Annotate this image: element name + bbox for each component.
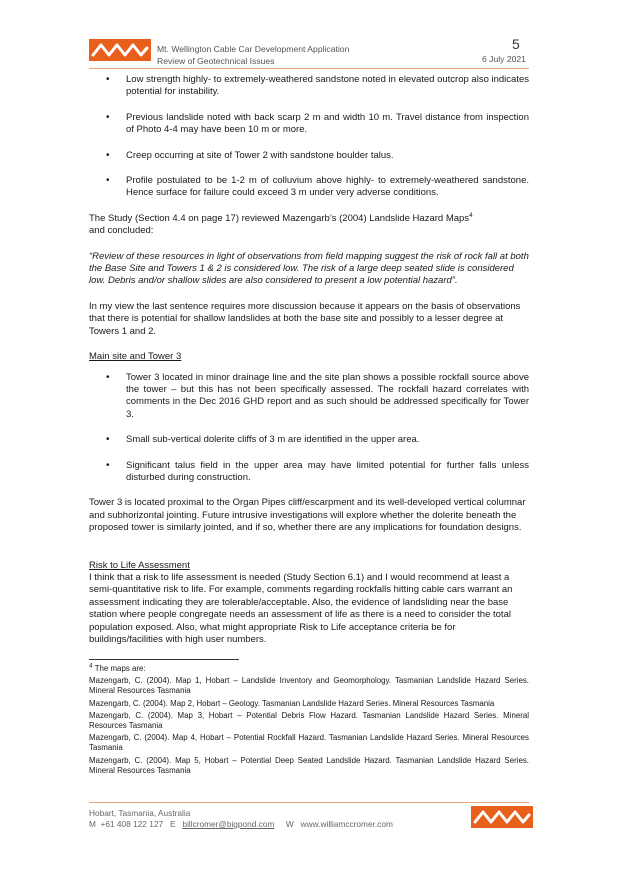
footnote-intro: $^4$ The maps are: (89, 662, 146, 673)
footer-contact-line: M +61 408 122 127 E billcromer@bigpond.com W www.williamccromer.com (89, 819, 393, 829)
bullet-list-tower3 (89, 372, 529, 485)
footer-email-link[interactable]: billcromer@bigpond.com (182, 819, 275, 829)
heading-main-site: Main site and Tower 3 (89, 351, 182, 363)
list-item: • Previous landslide noted with back scarp 2 m and width 10 m. Travel distance from inspection of Photo 4-4 may have been 10 m or more. (106, 111, 529, 136)
paragraph-view: In my view the last sentence requires more discussion because it appears on the basis of observations that there is potential for shallow landslides at both the base site and possibly to a lesser degree at Towers 1 and 2. (89, 300, 521, 337)
page-number: 5 (512, 36, 520, 52)
bullet-icon: • (106, 149, 110, 161)
page-body (89, 74, 529, 659)
header-title-line1: Mt. Wellington Cable Car Development Application (157, 44, 350, 54)
paragraph-study: The Study (Section 4.4 on page 17) reviewed Mazengarb’s (2004) Landslide Hazard Maps$^4$ and concluded: (89, 211, 473, 237)
footnote-item: Mazengarb, C. (2004). Map 2, Hobart – Geology. Tasmanian Landslide Hazard Series. Mineral Resources Tasmania (89, 698, 495, 708)
list-item: • Small sub-vertical dolerite cliffs of 3 m are identified in the upper area. (106, 434, 420, 446)
footer-website: www.williamccromer.com (300, 819, 393, 829)
footer-phone: +61 408 122 127 (100, 819, 164, 829)
footnote-item: Mazengarb, C. (2004). Map 1, Hobart – Landslide Inventory and Geomorphology. Tasmanian Landslide Hazard Series. Mineral Resources Tasmania (89, 676, 529, 696)
company-logo (89, 39, 151, 61)
footnote-ref[interactable]: 4 (469, 211, 473, 219)
list-item: • Profile postulated to be 1-2 m of colluvium above highly- to extremely-weathered sandstone. Hence surface for failure could exceed 3 m under very adverse conditions. (106, 175, 529, 199)
header-date: 6 July 2021 (482, 54, 526, 64)
quote-paragraph: “Review of these resources in light of observations from field mapping suggest the risk of rock fall at both the Base Site and Towers 1 & 2 is considered low. The risk of a large deep seated slide is considered low. Debris and/or shallow slides are also considered to present a low potential hazard”. (89, 250, 529, 287)
bullet-icon: • (106, 175, 110, 187)
header-title (157, 43, 349, 67)
logo-wave-icon (89, 39, 151, 61)
bullet-list-observations (89, 74, 529, 200)
paragraph-tower3: Tower 3 is located proximal to the Organ Pipes cliff/escarpment and its well-developed vertical columnar and subhorizontal jointing. Future intrusive investigations will explore whether the dolerite beneath the proposed tower is similarly jointed, and if so, whether there are any implications for foundation designs. (89, 497, 526, 534)
footnote-item: Mazengarb, C. (2004). Map 5, Hobart – Potential Deep Seated Landslide Hazard. Tasmanian Landslide Hazard Series. Mineral Resources Tasmania (89, 755, 529, 775)
logo-wave-icon (471, 806, 533, 828)
footnote-item: Mazengarb, C. (2004). Map 3, Hobart – Potential Debris Flow Hazard. Tasmanian Landslide Hazard Series. Mineral Resources Tasmania (89, 710, 529, 731)
footer-contact (89, 808, 393, 830)
footnotes (89, 664, 529, 778)
header-title-line2: Review of Geotechnical Issues (157, 56, 275, 66)
bullet-icon: • (106, 371, 110, 383)
bullet-icon: • (106, 111, 110, 123)
list-item: • Low strength highly- to extremely-weathered sandstone noted in elevated outcrop also indicates potential for instability. (106, 74, 529, 98)
header-rule (89, 68, 529, 69)
paragraph-risk: I think that a risk to life assessment is needed (Study Section 6.1) and I would recommend at least a semi-quantitative risk to life. For example, comments regarding rockfalls hitting cable cars warrant an assessment indicating they are tolerable/acceptable. Also, the evidence of landsliding near the base station where people congregate needs an assessment of life as there is a need to consider the total population exposed. Also, what might appropriate Risk to Life acceptance criteria be for buildings/facilities with high user numbers. (89, 571, 513, 645)
footer-address: Hobart, Tasmania, Australia (89, 808, 191, 818)
footer-logo (471, 806, 533, 828)
heading-risk-to-life: Risk to Life Assessment (89, 559, 190, 571)
bullet-icon: • (106, 459, 110, 471)
list-item: • Creep occurring at site of Tower 2 with sandstone boulder talus. (106, 149, 394, 161)
footer-rule (89, 802, 529, 803)
bullet-icon: • (106, 434, 110, 446)
list-item: • Tower 3 located in minor drainage line and the site plan shows a possible rockfall source above the tower – but this has not been specifically assessed. The rockfall hazard correlates with comments in the Dec 2016 GHD report and as such should be addressed specifically for Tower 3. (106, 371, 529, 420)
footnote-rule (89, 659, 239, 660)
list-item: • Significant talus field in the upper area may have limited potential for further falls unless disturbed during construction. (106, 459, 529, 483)
footnote-item: Mazengarb, C. (2004). Map 4, Hobart – Potential Rockfall Hazard. Tasmanian Landslide Hazard Series. Mineral Resources Tasmania (89, 733, 529, 753)
bullet-icon: • (106, 74, 110, 85)
